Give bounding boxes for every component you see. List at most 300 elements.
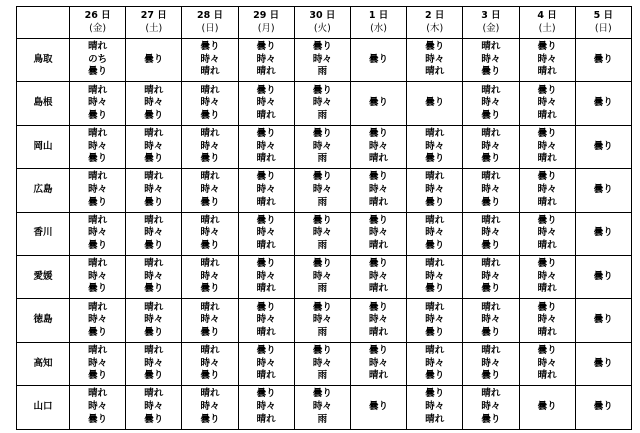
date-label: 28 日 [196,9,223,21]
forecast-text: 曇り [200,41,220,53]
forecast-text: 曇り [593,314,613,326]
forecast-text: 晴れ [481,388,501,400]
forecast-text: 晴れ [256,370,276,382]
forecast-text: 晴れ [537,109,557,121]
forecast-text: 曇り [88,326,108,338]
forecast-text: 曇り [369,345,389,357]
forecast-text: 曇り [200,109,220,121]
forecast-cell [463,386,519,429]
forecast-cell [126,39,182,82]
forecast-text: 曇り [88,283,108,295]
forecast-text: 晴れ [88,388,108,400]
forecast-cell [126,386,182,429]
forecast-text: 曇り [256,258,276,270]
forecast-cell [407,39,463,82]
forecast-text: 晴れ [200,345,220,357]
forecast-text: 晴れ [256,66,276,78]
forecast-text: 時々 [312,227,332,239]
forecast-cell [70,299,126,342]
forecast-cell [294,299,350,342]
forecast-cell [463,299,519,342]
forecast-text: 曇り [593,401,613,413]
forecast-text: 時々 [369,314,389,326]
forecast-text: 時々 [537,140,557,152]
forecast-text: 曇り [481,153,501,165]
forecast-text: 曇り [256,301,276,313]
forecast-cell [350,386,406,429]
forecast-text: 時々 [200,227,220,239]
forecast-text: 晴れ [200,214,220,226]
forecast-cell [407,255,463,298]
forecast-text: 晴れ [369,326,389,338]
day-header [238,7,294,39]
forecast-cell [294,39,350,82]
forecast-cell [294,169,350,212]
forecast-cell [463,255,519,298]
region-name: 愛媛 [17,255,70,298]
forecast-text: 時々 [425,140,445,152]
forecast-text: 曇り [312,214,332,226]
weekday-label: (土) [538,22,556,34]
region-name: 島根 [17,82,70,125]
forecast-text: 曇り [537,301,557,313]
forecast-text: 晴れ [425,258,445,270]
forecast-cell [182,386,238,429]
forecast-text: 時々 [144,97,164,109]
date-label: 27 日 [140,9,167,21]
forecast-text: 時々 [537,53,557,65]
forecast-text: 時々 [88,357,108,369]
weekday-label: (水) [370,22,387,34]
forecast-cell [575,39,631,82]
forecast-cell [182,255,238,298]
forecast-text: 曇り [256,171,276,183]
forecast-text: 晴れ [256,109,276,121]
forecast-text: 曇り [481,196,501,208]
forecast-cell [519,169,575,212]
forecast-cell [575,255,631,298]
forecast-text: 晴れ [200,171,220,183]
forecast-cell [463,82,519,125]
forecast-text: 曇り [256,128,276,140]
day-header [463,7,519,39]
forecast-cell [519,386,575,429]
forecast-text: 時々 [312,140,332,152]
forecast-cell [575,386,631,429]
forecast-cell [575,342,631,385]
forecast-text: 時々 [481,97,501,109]
forecast-text: 晴れ [425,345,445,357]
forecast-text: 曇り [144,153,164,165]
forecast-text: 晴れ [481,301,501,313]
weekday-label: (火) [313,22,331,34]
forecast-cell [294,342,350,385]
forecast-text: 晴れ [144,214,164,226]
forecast-text: 曇り [537,214,557,226]
forecast-text: 曇り [425,97,445,109]
weekday-label: (月) [257,22,275,34]
header-row [17,7,632,39]
forecast-text: 時々 [200,140,220,152]
forecast-text: 晴れ [88,345,108,357]
forecast-text: 晴れ [537,196,557,208]
forecast-cell [294,212,350,255]
forecast-text: 時々 [88,227,108,239]
forecast-text: 晴れ [200,258,220,270]
forecast-text: 曇り [425,153,445,165]
forecast-text: 時々 [200,357,220,369]
forecast-text: 時々 [537,227,557,239]
forecast-text: 曇り [88,240,108,252]
forecast-cell [126,299,182,342]
forecast-text: 曇り [425,240,445,252]
forecast-cell [407,342,463,385]
forecast-text: 晴れ [200,66,220,78]
forecast-text: 晴れ [256,196,276,208]
corner-cell [17,7,70,39]
forecast-text: 時々 [369,270,389,282]
forecast-text: 雨 [317,326,328,338]
forecast-text: 晴れ [256,413,276,425]
forecast-text: 曇り [88,370,108,382]
forecast-text: 時々 [481,184,501,196]
forecast-text: 雨 [317,153,328,165]
forecast-text: 曇り [312,41,332,53]
forecast-text: 晴れ [144,84,164,96]
forecast-text: 曇り [312,258,332,270]
forecast-text: 曇り [200,240,220,252]
forecast-text: 晴れ [144,301,164,313]
forecast-text: 時々 [312,357,332,369]
forecast-text: 晴れ [200,84,220,96]
forecast-cell [182,212,238,255]
forecast-text: 時々 [312,53,332,65]
day-header [575,7,631,39]
forecast-cell [407,386,463,429]
forecast-text: 曇り [144,326,164,338]
forecast-text: 晴れ [88,171,108,183]
forecast-text: 曇り [88,153,108,165]
forecast-text: 曇り [200,283,220,295]
forecast-cell [575,125,631,168]
forecast-text: 曇り [537,84,557,96]
forecast-text: 曇り [537,171,557,183]
forecast-text: 時々 [256,53,276,65]
forecast-text: 時々 [144,227,164,239]
forecast-cell [182,82,238,125]
forecast-text: 雨 [317,196,328,208]
forecast-text: 曇り [144,283,164,295]
forecast-text: 曇り [200,326,220,338]
forecast-cell [575,82,631,125]
region-name: 鳥取 [17,39,70,82]
forecast-text: 時々 [88,401,108,413]
forecast-cell [463,39,519,82]
forecast-text: 雨 [317,370,328,382]
forecast-text: 曇り [88,196,108,208]
forecast-text: 晴れ [537,153,557,165]
day-header [294,7,350,39]
forecast-text: 曇り [537,258,557,270]
forecast-cell [519,82,575,125]
forecast-text: 時々 [312,184,332,196]
region-name: 山口 [17,386,70,429]
forecast-cell [294,125,350,168]
forecast-text: 晴れ [537,240,557,252]
table-row [17,39,632,82]
forecast-cell [126,125,182,168]
forecast-text: 晴れ [369,240,389,252]
weekday-label: (日) [201,22,219,34]
forecast-cell [350,212,406,255]
forecast-text: 時々 [256,401,276,413]
forecast-text: 晴れ [425,214,445,226]
forecast-cell [407,82,463,125]
forecast-text: 曇り [88,413,108,425]
forecast-text: 晴れ [144,128,164,140]
forecast-text: 時々 [200,184,220,196]
forecast-cell [126,212,182,255]
forecast-cell [519,212,575,255]
forecast-cell [126,169,182,212]
forecast-cell [126,255,182,298]
day-header [126,7,182,39]
forecast-text: 曇り [144,196,164,208]
forecast-cell [407,299,463,342]
forecast-text: 時々 [481,227,501,239]
forecast-text: 晴れ [425,301,445,313]
forecast-cell [182,342,238,385]
forecast-text: 晴れ [425,171,445,183]
forecast-text: 晴れ [537,283,557,295]
forecast-text: 時々 [481,314,501,326]
forecast-text: 時々 [481,401,501,413]
forecast-text: 時々 [88,140,108,152]
forecast-text: 晴れ [481,84,501,96]
region-name: 広島 [17,169,70,212]
forecast-text: 晴れ [88,214,108,226]
forecast-text: 時々 [312,401,332,413]
forecast-text: 曇り [312,301,332,313]
forecast-text: 曇り [593,227,613,239]
forecast-cell [350,125,406,168]
forecast-text: 晴れ [144,171,164,183]
forecast-cell [70,255,126,298]
forecast-text: 時々 [200,314,220,326]
forecast-text: 時々 [425,227,445,239]
forecast-text: 曇り [312,128,332,140]
forecast-cell [350,39,406,82]
forecast-text: 曇り [144,53,164,65]
forecast-text: 雨 [317,240,328,252]
forecast-text: 晴れ [200,301,220,313]
day-header [182,7,238,39]
forecast-text: 曇り [481,109,501,121]
forecast-text: 晴れ [369,196,389,208]
forecast-text: 時々 [481,53,501,65]
forecast-cell [575,299,631,342]
forecast-text: 晴れ [256,283,276,295]
weekday-label: (金) [89,22,107,34]
forecast-body [17,39,632,430]
forecast-text: 曇り [369,258,389,270]
forecast-cell [519,342,575,385]
day-header [407,7,463,39]
forecast-text: 曇り [200,370,220,382]
forecast-text: 曇り [425,283,445,295]
day-header [350,7,406,39]
forecast-text: 曇り [425,388,445,400]
table-row [17,125,632,168]
forecast-cell [238,39,294,82]
forecast-text: 時々 [481,270,501,282]
forecast-text: 時々 [144,140,164,152]
forecast-text: 晴れ [537,326,557,338]
forecast-text: 曇り [481,283,501,295]
forecast-cell [294,386,350,429]
forecast-cell [350,169,406,212]
forecast-cell [350,342,406,385]
forecast-text: 時々 [537,184,557,196]
forecast-text: 晴れ [425,128,445,140]
forecast-text: 晴れ [369,153,389,165]
forecast-text: 曇り [481,370,501,382]
forecast-cell [350,299,406,342]
date-label: 1 日 [368,9,389,21]
forecast-text: 時々 [144,401,164,413]
forecast-cell [70,82,126,125]
forecast-text: 曇り [200,196,220,208]
forecast-text: 時々 [88,184,108,196]
table-row [17,255,632,298]
forecast-cell [463,212,519,255]
forecast-text: 曇り [593,270,613,282]
forecast-text: 晴れ [256,153,276,165]
forecast-cell [238,299,294,342]
forecast-text: 晴れ [537,66,557,78]
forecast-text: 曇り [425,196,445,208]
forecast-text: 時々 [369,140,389,152]
forecast-text: 時々 [88,314,108,326]
forecast-text: 晴れ [369,283,389,295]
forecast-cell [519,39,575,82]
forecast-cell [575,212,631,255]
forecast-text: 晴れ [425,66,445,78]
forecast-text: 曇り [256,84,276,96]
forecast-text: 曇り [369,301,389,313]
table-row [17,169,632,212]
forecast-text: 曇り [593,140,613,152]
forecast-text: 時々 [537,314,557,326]
forecast-text: 曇り [593,53,613,65]
day-header [519,7,575,39]
forecast-text: 時々 [256,184,276,196]
forecast-text: 曇り [200,153,220,165]
date-label: 5 日 [593,9,613,21]
forecast-text: 時々 [369,227,389,239]
date-label: 2 日 [425,9,445,21]
region-name: 高知 [17,342,70,385]
forecast-cell [294,82,350,125]
forecast-text: 時々 [200,97,220,109]
forecast-cell [182,125,238,168]
date-label: 4 日 [537,9,557,21]
forecast-text: 時々 [537,357,557,369]
forecast-cell [407,212,463,255]
table-row [17,212,632,255]
forecast-text: 曇り [593,97,613,109]
forecast-text: 晴れ [88,128,108,140]
weekday-label: (土) [145,22,163,34]
forecast-cell [350,82,406,125]
weekday-label: (日) [594,22,612,34]
forecast-text: 曇り [256,345,276,357]
forecast-cell [463,125,519,168]
forecast-text: 晴れ [256,240,276,252]
date-label: 26 日 [84,9,111,21]
forecast-text: 雨 [317,66,328,78]
forecast-text: 時々 [88,97,108,109]
forecast-text: 晴れ [88,301,108,313]
forecast-text: 時々 [144,270,164,282]
forecast-text: 曇り [369,53,389,65]
forecast-cell [238,82,294,125]
forecast-text: 時々 [88,270,108,282]
forecast-cell [350,255,406,298]
forecast-text: 時々 [256,140,276,152]
forecast-text: 時々 [481,357,501,369]
forecast-text: 時々 [369,184,389,196]
forecast-cell [407,125,463,168]
forecast-text: 時々 [144,184,164,196]
forecast-text: のち [88,53,108,65]
forecast-cell [519,299,575,342]
forecast-text: 時々 [256,357,276,369]
region-name: 香川 [17,212,70,255]
forecast-text: 曇り [593,357,613,369]
forecast-text: 晴れ [425,413,445,425]
forecast-text: 曇り [256,214,276,226]
date-label: 3 日 [481,9,501,21]
forecast-text: 時々 [425,357,445,369]
forecast-text: 曇り [144,109,164,121]
forecast-cell [238,255,294,298]
forecast-text: 曇り [481,66,501,78]
forecast-text: 曇り [537,401,557,413]
date-label: 30 日 [309,9,336,21]
weekday-label: (木) [426,22,444,34]
forecast-text: 曇り [144,370,164,382]
forecast-cell [70,342,126,385]
forecast-text: 時々 [256,270,276,282]
forecast-text: 曇り [312,84,332,96]
forecast-text: 晴れ [144,388,164,400]
forecast-cell [238,212,294,255]
forecast-text: 雨 [317,283,328,295]
forecast-cell [126,342,182,385]
forecast-text: 時々 [312,270,332,282]
forecast-text: 時々 [256,227,276,239]
weekday-label: (金) [482,22,500,34]
region-name: 岡山 [17,125,70,168]
table-row [17,82,632,125]
forecast-text: 時々 [425,53,445,65]
forecast-cell [238,169,294,212]
date-label: 29 日 [253,9,280,21]
forecast-text: 曇り [88,109,108,121]
forecast-text: 晴れ [369,370,389,382]
forecast-text: 時々 [425,314,445,326]
